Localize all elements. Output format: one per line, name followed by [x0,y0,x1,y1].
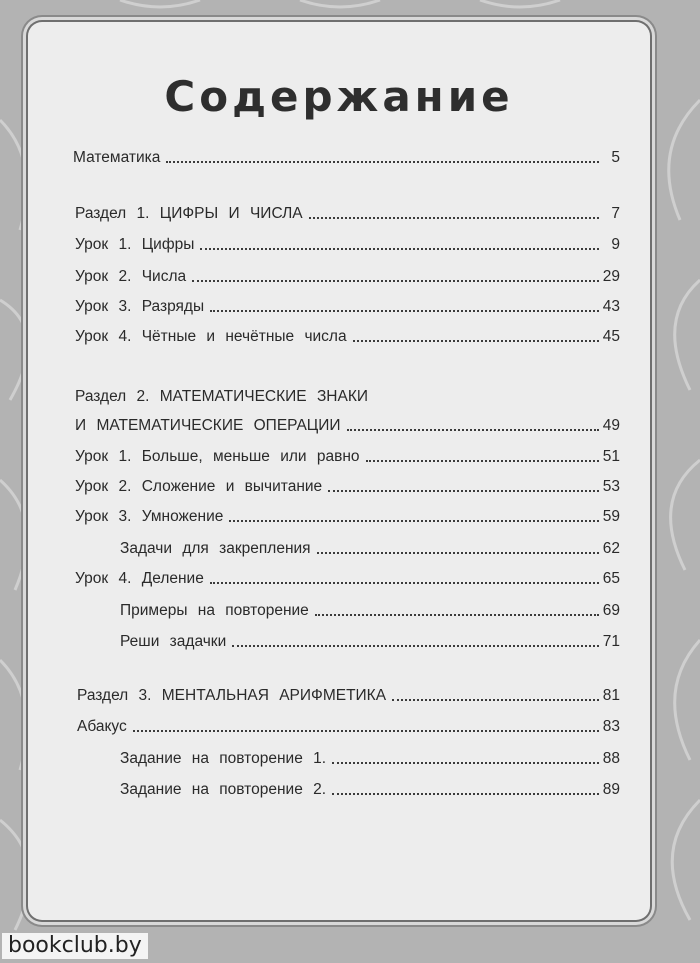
toc-entry-label: Раздел 3. МЕНТАЛЬНАЯ АРИФМЕТИКА [77,687,387,704]
toc-entry-label: Абакус [77,718,127,735]
toc-entry [77,718,620,736]
dot-leader [353,339,599,342]
toc-entry-page: 59 [602,508,620,525]
toc-entry-page: 88 [602,750,620,767]
toc-entry-label: Задание на повторение 1. [120,750,327,767]
dot-leader [210,581,599,584]
toc-entry-label: И МАТЕМАТИЧЕСКИЕ ОПЕРАЦИИ [75,417,341,434]
toc-entry-page: 53 [602,478,620,495]
dot-leader [332,792,599,795]
toc-entry-label: Урок 4. Чётные и нечётные числа [75,328,347,345]
toc-entry [75,205,620,223]
toc-entry-label: Урок 2. Сложение и вычитание [75,478,323,495]
dot-leader [366,459,599,462]
dot-leader [166,160,599,163]
toc-entry-page: 89 [602,781,620,798]
toc-entry [73,149,620,167]
toc-entry-page: 9 [611,236,620,253]
toc-entry-page: 71 [602,633,620,650]
toc-entry-page: 5 [611,149,620,166]
toc-entry-page: 45 [602,328,620,345]
toc-entry-page: 69 [602,602,620,619]
toc-entry [120,540,620,558]
toc-entry [75,388,620,406]
dot-leader [309,216,599,219]
toc-entry [75,236,620,254]
dot-leader [229,519,599,522]
toc-entry-page: 7 [611,205,620,222]
toc-entry [75,298,620,316]
toc-entry-label: Примеры на повторение [120,602,309,619]
watermark: bookclub.by [2,933,148,959]
toc-entry-label: Математика [73,149,161,166]
toc-entry [75,417,620,435]
toc-entry-label: Раздел 1. ЦИФРЫ И ЧИСЛА [75,205,303,222]
toc-entry [120,781,620,799]
toc-entry-page: 43 [602,298,620,315]
toc-entry-label: Урок 3. Разряды [75,298,205,315]
toc-entry-page: 83 [602,718,620,735]
dot-leader [317,551,599,554]
dot-leader [392,698,599,701]
toc-entry-page: 51 [602,448,620,465]
toc-entry [77,687,620,705]
toc-entry-label: Урок 1. Цифры [75,236,195,253]
dot-leader [192,279,599,282]
toc-entry-label: Урок 1. Больше, меньше или равно [75,448,360,465]
toc-entry-page: 65 [602,570,620,587]
toc-entry-label: Урок 4. Деление [75,570,204,587]
toc-entry-label: Урок 2. Числа [75,268,187,285]
toc-entry [75,570,620,588]
toc-entry [75,328,620,346]
toc-entry-label: Урок 3. Умножение [75,508,224,525]
page-title: Содержание [164,72,514,121]
toc-entry [120,750,620,768]
toc-entry-label: Задание на повторение 2. [120,781,327,798]
toc-entry-page: 29 [602,268,620,285]
contents-card [28,22,650,920]
dot-leader [315,613,599,616]
toc-entry [120,602,620,620]
dot-leader [210,309,599,312]
dot-leader [133,729,599,732]
toc-entry-page: 49 [602,417,620,434]
toc-entry [75,448,620,466]
toc-entry [75,508,620,526]
dot-leader [347,428,599,431]
toc-entry-label: Задачи для закрепления [120,540,311,557]
dot-leader [232,644,599,647]
dot-leader [328,489,599,492]
toc-entry-label: Реши задачки [120,633,227,650]
table-of-contents [28,22,650,920]
toc-entry-label: Раздел 2. МАТЕМАТИЧЕСКИЕ ЗНАКИ [75,388,369,405]
dot-leader [332,761,599,764]
toc-entry [75,478,620,496]
toc-entry-page: 81 [602,687,620,704]
toc-entry [120,633,620,651]
dot-leader [200,247,599,250]
toc-entry [75,268,620,286]
toc-entry-page: 62 [602,540,620,557]
